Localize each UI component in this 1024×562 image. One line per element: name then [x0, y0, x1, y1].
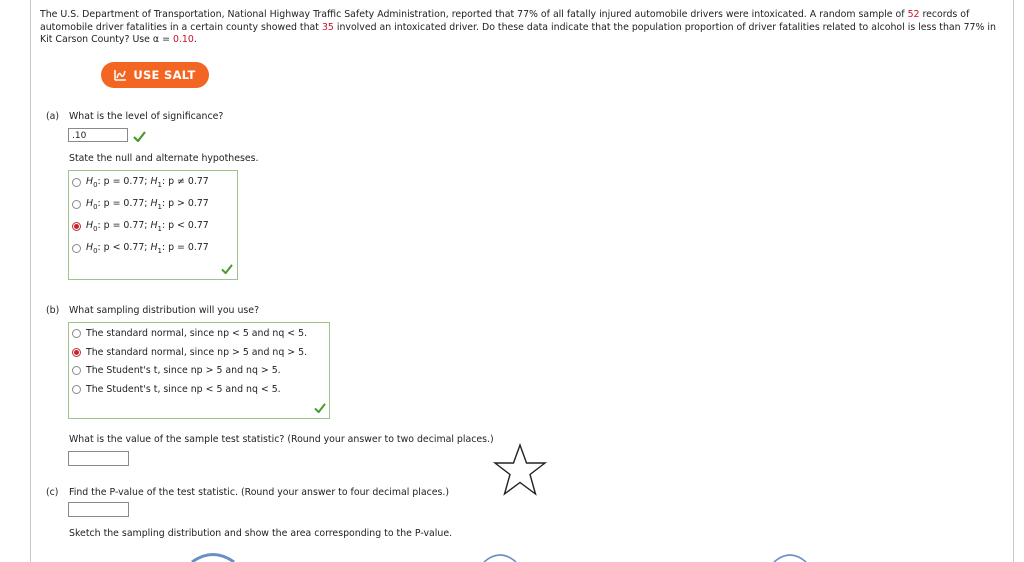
hypothesis-option-4[interactable]: $H_0$: p < 0.77; $H_1$: p = 0.77: [72, 242, 209, 255]
radio-button[interactable]: [72, 385, 81, 394]
sketch-graph-curve-3[interactable]: [772, 551, 808, 562]
sketch-graph-curve-2[interactable]: [482, 551, 518, 562]
significance-input[interactable]: .10: [68, 128, 128, 142]
sample-size: 52: [907, 9, 920, 20]
radio-button[interactable]: [72, 329, 81, 338]
hypotheses-prompt: State the null and alternate hypotheses.: [69, 153, 259, 164]
sketch-prompt: Sketch the sampling distribution and show the area corresponding to the P-value.: [69, 528, 453, 539]
radio-button[interactable]: [72, 178, 81, 187]
intoxicated-count: 35: [321, 21, 334, 33]
distribution-option-2[interactable]: The standard normal, since np > 5 and nq > 5.: [72, 347, 307, 358]
p-value-input[interactable]: [68, 502, 129, 517]
star-icon[interactable]: [492, 443, 548, 497]
distribution-option-1[interactable]: The standard normal, since np < 5 and nq < 5.: [72, 328, 307, 339]
check-icon: [221, 264, 233, 274]
part-c-label: (c): [46, 487, 59, 498]
test-statistic-prompt: What is the value of the sample test statistic? (Round your answer to two decimal places.): [69, 434, 494, 445]
hypothesis-option-2[interactable]: $H_0$: p = 0.77; $H_1$: p > 0.77: [72, 198, 209, 211]
p-value-question: Find the P-value of the test statistic. (Round your answer to four decimal places.): [69, 487, 450, 498]
radio-button[interactable]: [72, 244, 81, 253]
part-a-label: (a): [46, 111, 60, 122]
radio-button[interactable]: [72, 366, 81, 375]
hypothesis-option-3[interactable]: $H_0$: p = 0.77; $H_1$: p < 0.77: [72, 220, 209, 233]
salt-icon: [114, 69, 127, 81]
alpha-value: 0.10: [172, 34, 194, 45]
radio-button-selected[interactable]: [72, 222, 81, 231]
radio-button[interactable]: [72, 200, 81, 209]
test-statistic-input[interactable]: [68, 451, 129, 466]
problem-statement: The U.S. Department of Transportation, National Highway Traffic Safety Administration, reported that 77% of all fatally injured automobile drivers were intoxicated. A random sample of 52 records of automobile driver fatalities in a certain county showed that 35 involved an intoxicated driver. Do these data indicate that the population proportion of driver fatalities related to alcohol is less than 77% in Kit Carson County? Use α = 0.10.: [40, 9, 996, 45]
sampling-distribution-question: What sampling distribution will you use?: [69, 305, 260, 316]
sketch-graph-curve-1[interactable]: [190, 551, 236, 562]
check-icon: [133, 131, 146, 142]
use-salt-button[interactable]: USE SALT: [101, 62, 209, 88]
significance-question: What is the level of significance?: [69, 111, 224, 122]
distribution-option-3[interactable]: The Student's t, since np > 5 and nq > 5.: [72, 365, 281, 376]
part-b-label: (b): [46, 305, 60, 316]
radio-button-selected[interactable]: [72, 348, 81, 357]
check-icon: [314, 403, 326, 413]
distribution-option-4[interactable]: The Student's t, since np < 5 and nq < 5.: [72, 384, 281, 395]
hypothesis-option-1[interactable]: $H_0$: p = 0.77; $H_1$: p ≠ 0.77: [72, 176, 209, 189]
